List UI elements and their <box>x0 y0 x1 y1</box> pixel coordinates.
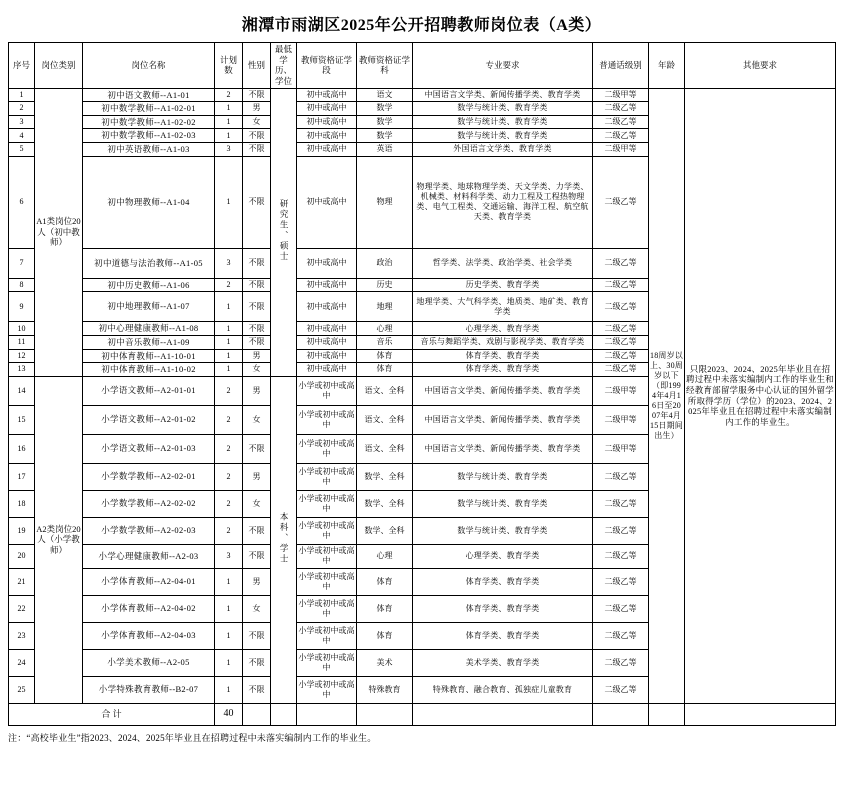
table-total-row <box>9 703 836 725</box>
cell-cert-subject: 语文 <box>357 88 413 102</box>
header-other: 其他要求 <box>685 43 836 89</box>
cell-cert-stage: 小学或初中或高中 <box>297 595 357 622</box>
cell-plan-count: 2 <box>215 88 243 102</box>
cell-cert-stage: 小学或初中或高中 <box>297 434 357 463</box>
cell-cert-stage: 小学或初中或高中 <box>297 544 357 568</box>
cell-seq: 15 <box>9 405 35 434</box>
cell-plan-count: 1 <box>215 349 243 363</box>
cell-post-name: 小学体育教师--A2-04-03 <box>83 622 215 649</box>
total-major-blank <box>413 703 593 725</box>
cell-cert-subject: 数学、全科 <box>357 463 413 490</box>
cell-major: 音乐与舞蹈学类、戏剧与影视学类、教育学类 <box>413 335 593 349</box>
cell-cert-stage: 小学或初中或高中 <box>297 463 357 490</box>
cell-plan-count: 1 <box>215 322 243 336</box>
cell-plan-count: 1 <box>215 115 243 129</box>
cell-plan-count: 3 <box>215 143 243 157</box>
cell-seq: 21 <box>9 568 35 595</box>
cell-mandarin: 二级乙等 <box>593 156 649 248</box>
header-age: 年龄 <box>649 43 685 89</box>
header-min-degree: 最低学历、学位 <box>271 43 297 89</box>
cell-post-name: 初中道德与法治教师--A1-05 <box>83 248 215 278</box>
cell-post-name: 小学数学教师--A2-02-02 <box>83 490 215 517</box>
cell-mandarin: 二级乙等 <box>593 568 649 595</box>
cell-mandarin: 二级乙等 <box>593 349 649 363</box>
cell-major: 中国语言文学类、新闻传播学类、教育学类 <box>413 376 593 405</box>
cell-seq: 8 <box>9 278 35 292</box>
cell-major: 数学与统计类、教育学类 <box>413 102 593 116</box>
cell-cert-subject: 心理 <box>357 322 413 336</box>
cell-seq: 2 <box>9 102 35 116</box>
cell-plan-count: 1 <box>215 129 243 143</box>
cell-mandarin: 二级乙等 <box>593 463 649 490</box>
cell-post-name: 小学数学教师--A2-02-01 <box>83 463 215 490</box>
cell-gender: 不限 <box>243 649 271 676</box>
cell-major: 体育学类、教育学类 <box>413 622 593 649</box>
cell-mandarin: 二级乙等 <box>593 595 649 622</box>
cell-gender: 女 <box>243 115 271 129</box>
cell-mandarin: 二级乙等 <box>593 676 649 703</box>
cell-cert-subject: 数学、全科 <box>357 490 413 517</box>
cell-mandarin: 二级乙等 <box>593 622 649 649</box>
cell-mandarin: 二级乙等 <box>593 335 649 349</box>
cell-plan-count: 3 <box>215 248 243 278</box>
cell-seq: 9 <box>9 292 35 322</box>
cell-post-name: 小学语文教师--A2-01-03 <box>83 434 215 463</box>
cell-category-a2: A2类岗位20人（小学教师） <box>35 376 83 703</box>
cell-cert-subject: 心理 <box>357 544 413 568</box>
cell-seq: 6 <box>9 156 35 248</box>
cell-cert-subject: 语文、全科 <box>357 434 413 463</box>
cell-gender: 不限 <box>243 278 271 292</box>
total-label: 合 计 <box>9 703 215 725</box>
cell-cert-stage: 小学或初中或高中 <box>297 405 357 434</box>
cell-gender: 不限 <box>243 335 271 349</box>
cell-plan-count: 1 <box>215 676 243 703</box>
cell-plan-count: 2 <box>215 376 243 405</box>
cell-mandarin: 二级甲等 <box>593 405 649 434</box>
cell-mandarin: 二级乙等 <box>593 292 649 322</box>
footer-note: 注：“高校毕业生”指2023、2024、2025年毕业且在招聘过程中未落实编制内工作的毕业生。 <box>8 732 377 743</box>
cell-major: 体育学类、教育学类 <box>413 568 593 595</box>
cell-gender: 不限 <box>243 156 271 248</box>
cell-gender: 男 <box>243 463 271 490</box>
header-cert-stage: 教师资格证学段 <box>297 43 357 89</box>
cell-cert-stage: 小学或初中或高中 <box>297 376 357 405</box>
cell-seq: 11 <box>9 335 35 349</box>
cell-cert-stage: 小学或初中或高中 <box>297 490 357 517</box>
cell-seq: 7 <box>9 248 35 278</box>
cell-major: 心理学类、教育学类 <box>413 322 593 336</box>
cell-gender: 不限 <box>243 143 271 157</box>
cell-major: 中国语言文学类、新闻传播学类、教育学类 <box>413 88 593 102</box>
cell-plan-count: 1 <box>215 363 243 377</box>
cell-seq: 13 <box>9 363 35 377</box>
cell-gender: 不限 <box>243 248 271 278</box>
cell-category-a1: A1类岗位20人（初中教师） <box>35 88 83 376</box>
cell-post-name: 小学语文教师--A2-01-01 <box>83 376 215 405</box>
cell-gender: 不限 <box>243 129 271 143</box>
cell-plan-count: 1 <box>215 335 243 349</box>
cell-plan-count: 1 <box>215 292 243 322</box>
cell-plan-count: 2 <box>215 405 243 434</box>
cell-post-name: 小学心理健康教师--A2-03 <box>83 544 215 568</box>
total-subject-blank <box>357 703 413 725</box>
cell-mandarin: 二级甲等 <box>593 376 649 405</box>
cell-major: 数学与统计类、教育学类 <box>413 129 593 143</box>
cell-post-name: 初中语文教师--A1-01 <box>83 88 215 102</box>
cell-seq: 10 <box>9 322 35 336</box>
cell-major: 体育学类、教育学类 <box>413 349 593 363</box>
cell-cert-subject: 体育 <box>357 595 413 622</box>
cell-major: 哲学类、法学类、政治学类、社会学类 <box>413 248 593 278</box>
cell-plan-count: 1 <box>215 595 243 622</box>
cell-mandarin: 二级乙等 <box>593 490 649 517</box>
total-other-blank <box>685 703 836 725</box>
cell-cert-subject: 物理 <box>357 156 413 248</box>
cell-major: 体育学类、教育学类 <box>413 363 593 377</box>
cell-cert-subject: 数学、全科 <box>357 517 413 544</box>
cell-cert-subject: 政治 <box>357 248 413 278</box>
cell-plan-count: 1 <box>215 102 243 116</box>
cell-post-name: 小学数学教师--A2-02-03 <box>83 517 215 544</box>
cell-major: 数学与统计类、教育学类 <box>413 490 593 517</box>
cell-post-name: 初中心理健康教师--A1-08 <box>83 322 215 336</box>
table-header-row <box>9 43 836 89</box>
cell-cert-subject: 体育 <box>357 568 413 595</box>
cell-cert-stage: 初中或高中 <box>297 115 357 129</box>
cell-cert-stage: 初中或高中 <box>297 156 357 248</box>
cell-cert-stage: 初中或高中 <box>297 335 357 349</box>
header-cert-subject: 教师资格证学科 <box>357 43 413 89</box>
cell-post-name: 小学体育教师--A2-04-02 <box>83 595 215 622</box>
cell-major: 数学与统计类、教育学类 <box>413 463 593 490</box>
cell-gender: 女 <box>243 363 271 377</box>
cell-major: 数学与统计类、教育学类 <box>413 517 593 544</box>
cell-cert-stage: 小学或初中或高中 <box>297 676 357 703</box>
total-value: 40 <box>215 703 243 725</box>
cell-gender: 不限 <box>243 622 271 649</box>
cell-min-degree-a1 <box>271 88 297 376</box>
cell-seq: 4 <box>9 129 35 143</box>
cell-mandarin: 二级乙等 <box>593 517 649 544</box>
cell-seq: 22 <box>9 595 35 622</box>
min-degree-text: 研究生、硕士 <box>279 199 290 263</box>
header-major: 专业要求 <box>413 43 593 89</box>
cell-mandarin: 二级乙等 <box>593 363 649 377</box>
cell-gender: 女 <box>243 490 271 517</box>
cell-cert-subject: 英语 <box>357 143 413 157</box>
header-category: 岗位类别 <box>35 43 83 89</box>
header-mandarin: 普通话级别 <box>593 43 649 89</box>
cell-major: 心理学类、教育学类 <box>413 544 593 568</box>
cell-major: 体育学类、教育学类 <box>413 595 593 622</box>
cell-post-name: 初中物理教师--A1-04 <box>83 156 215 248</box>
cell-major: 特殊教育、融合教育、孤独症儿童教育 <box>413 676 593 703</box>
cell-gender: 不限 <box>243 88 271 102</box>
cell-cert-stage: 初中或高中 <box>297 322 357 336</box>
cell-plan-count: 2 <box>215 278 243 292</box>
cell-min-degree-a2 <box>271 376 297 703</box>
cell-gender: 不限 <box>243 517 271 544</box>
cell-mandarin: 二级乙等 <box>593 544 649 568</box>
cell-plan-count: 2 <box>215 517 243 544</box>
cell-plan-count: 2 <box>215 463 243 490</box>
cell-cert-stage: 初中或高中 <box>297 292 357 322</box>
cell-major: 历史学类、教育学类 <box>413 278 593 292</box>
cell-cert-stage: 初中或高中 <box>297 102 357 116</box>
cell-major: 物理学类、地球物理学类、天文学类、力学类、机械类、材料科学类、动力工程及工程热物理类、电气工程类、交通运输、海洋工程、航空航天类、教育学类 <box>413 156 593 248</box>
cell-post-name: 小学特殊教育教师--B2-07 <box>83 676 215 703</box>
cell-cert-subject: 特殊教育 <box>357 676 413 703</box>
header-post-name: 岗位名称 <box>83 43 215 89</box>
cell-plan-count: 2 <box>215 434 243 463</box>
cell-gender: 不限 <box>243 292 271 322</box>
cell-cert-stage: 初中或高中 <box>297 363 357 377</box>
cell-mandarin: 二级乙等 <box>593 322 649 336</box>
cell-cert-stage: 小学或初中或高中 <box>297 622 357 649</box>
cell-post-name: 初中音乐教师--A1-09 <box>83 335 215 349</box>
cell-seq: 17 <box>9 463 35 490</box>
cell-cert-subject: 体育 <box>357 349 413 363</box>
cell-gender: 男 <box>243 349 271 363</box>
cell-plan-count: 2 <box>215 490 243 517</box>
cell-seq: 1 <box>9 88 35 102</box>
cell-post-name: 初中体育教师--A1-10-01 <box>83 349 215 363</box>
cell-cert-subject: 数学 <box>357 102 413 116</box>
header-plan-count: 计划数 <box>215 43 243 89</box>
cell-cert-stage: 初中或高中 <box>297 129 357 143</box>
cell-seq: 23 <box>9 622 35 649</box>
cell-mandarin: 二级甲等 <box>593 88 649 102</box>
min-degree-text: 本科、学士 <box>279 512 290 565</box>
total-gender-blank <box>243 703 271 725</box>
cell-cert-subject: 历史 <box>357 278 413 292</box>
cell-mandarin: 二级甲等 <box>593 434 649 463</box>
cell-mandarin: 二级乙等 <box>593 102 649 116</box>
total-degree-blank <box>271 703 297 725</box>
cell-plan-count: 1 <box>215 649 243 676</box>
page-title: 湘潭市雨湖区2025年公开招聘教师岗位表（A类） <box>241 17 602 34</box>
cell-post-name: 小学语文教师--A2-01-02 <box>83 405 215 434</box>
total-stage-blank <box>297 703 357 725</box>
cell-cert-stage: 小学或初中或高中 <box>297 649 357 676</box>
job-positions-table <box>8 42 836 726</box>
cell-plan-count: 1 <box>215 156 243 248</box>
cell-post-name: 小学美术教师--A2-05 <box>83 649 215 676</box>
header-seq: 序号 <box>9 43 35 89</box>
cell-post-name: 初中数学教师--A1-02-01 <box>83 102 215 116</box>
cell-cert-subject: 体育 <box>357 622 413 649</box>
cell-cert-subject: 美术 <box>357 649 413 676</box>
cell-post-name: 初中历史教师--A1-06 <box>83 278 215 292</box>
cell-gender: 不限 <box>243 676 271 703</box>
cell-plan-count: 3 <box>215 544 243 568</box>
cell-cert-subject: 语文、全科 <box>357 376 413 405</box>
cell-mandarin: 二级乙等 <box>593 649 649 676</box>
cell-gender: 男 <box>243 376 271 405</box>
cell-seq: 16 <box>9 434 35 463</box>
cell-cert-stage: 初中或高中 <box>297 143 357 157</box>
cell-other-requirement: 只限2023、2024、2025年毕业且在招聘过程中未落实编制内工作的毕业生和经教育部留学服务中心认证的国外留学所取得学历（学位）的2023、2024、2025年毕业且在招聘过程中未落实编制内工作的毕业生。 <box>685 88 836 703</box>
cell-seq: 12 <box>9 349 35 363</box>
cell-gender: 女 <box>243 405 271 434</box>
cell-major: 外国语言文学类、教育学类 <box>413 143 593 157</box>
cell-cert-subject: 音乐 <box>357 335 413 349</box>
cell-plan-count: 1 <box>215 622 243 649</box>
cell-mandarin: 二级乙等 <box>593 115 649 129</box>
cell-major: 数学与统计类、教育学类 <box>413 115 593 129</box>
cell-gender: 不限 <box>243 434 271 463</box>
cell-mandarin: 二级甲等 <box>593 143 649 157</box>
cell-major: 中国语言文学类、新闻传播学类、教育学类 <box>413 405 593 434</box>
cell-post-name: 初中数学教师--A1-02-03 <box>83 129 215 143</box>
cell-age: 18周岁以上、30周岁以下（即1994年4月16日至2007年4月15日期间出生） <box>649 88 685 703</box>
cell-cert-subject: 数学 <box>357 115 413 129</box>
cell-seq: 14 <box>9 376 35 405</box>
total-mandarin-blank <box>593 703 649 725</box>
cell-cert-subject: 数学 <box>357 129 413 143</box>
cell-gender: 不限 <box>243 322 271 336</box>
cell-seq: 3 <box>9 115 35 129</box>
cell-post-name: 初中英语教师--A1-03 <box>83 143 215 157</box>
cell-cert-stage: 小学或初中或高中 <box>297 517 357 544</box>
table-body <box>9 88 836 725</box>
cell-gender: 女 <box>243 595 271 622</box>
cell-seq: 20 <box>9 544 35 568</box>
header-gender: 性别 <box>243 43 271 89</box>
cell-major: 美术学类、教育学类 <box>413 649 593 676</box>
cell-cert-subject: 地理 <box>357 292 413 322</box>
cell-cert-stage: 初中或高中 <box>297 349 357 363</box>
cell-major: 地理学类、大气科学类、地质类、地矿类、教育学类 <box>413 292 593 322</box>
cell-seq: 5 <box>9 143 35 157</box>
cell-cert-subject: 体育 <box>357 363 413 377</box>
cell-cert-stage: 小学或初中或高中 <box>297 568 357 595</box>
cell-seq: 25 <box>9 676 35 703</box>
cell-gender: 男 <box>243 102 271 116</box>
cell-post-name: 初中体育教师--A1-10-02 <box>83 363 215 377</box>
cell-post-name: 初中地理教师--A1-07 <box>83 292 215 322</box>
cell-seq: 18 <box>9 490 35 517</box>
cell-mandarin: 二级乙等 <box>593 129 649 143</box>
table-row <box>9 88 836 102</box>
cell-gender: 不限 <box>243 544 271 568</box>
cell-plan-count: 1 <box>215 568 243 595</box>
cell-gender: 男 <box>243 568 271 595</box>
cell-cert-stage: 初中或高中 <box>297 248 357 278</box>
cell-seq: 24 <box>9 649 35 676</box>
cell-major: 中国语言文学类、新闻传播学类、教育学类 <box>413 434 593 463</box>
cell-cert-subject: 语文、全科 <box>357 405 413 434</box>
cell-seq: 19 <box>9 517 35 544</box>
cell-mandarin: 二级乙等 <box>593 248 649 278</box>
cell-post-name: 小学体育教师--A2-04-01 <box>83 568 215 595</box>
cell-mandarin: 二级乙等 <box>593 278 649 292</box>
total-age-blank <box>649 703 685 725</box>
cell-post-name: 初中数学教师--A1-02-02 <box>83 115 215 129</box>
cell-cert-stage: 初中或高中 <box>297 88 357 102</box>
cell-cert-stage: 初中或高中 <box>297 278 357 292</box>
